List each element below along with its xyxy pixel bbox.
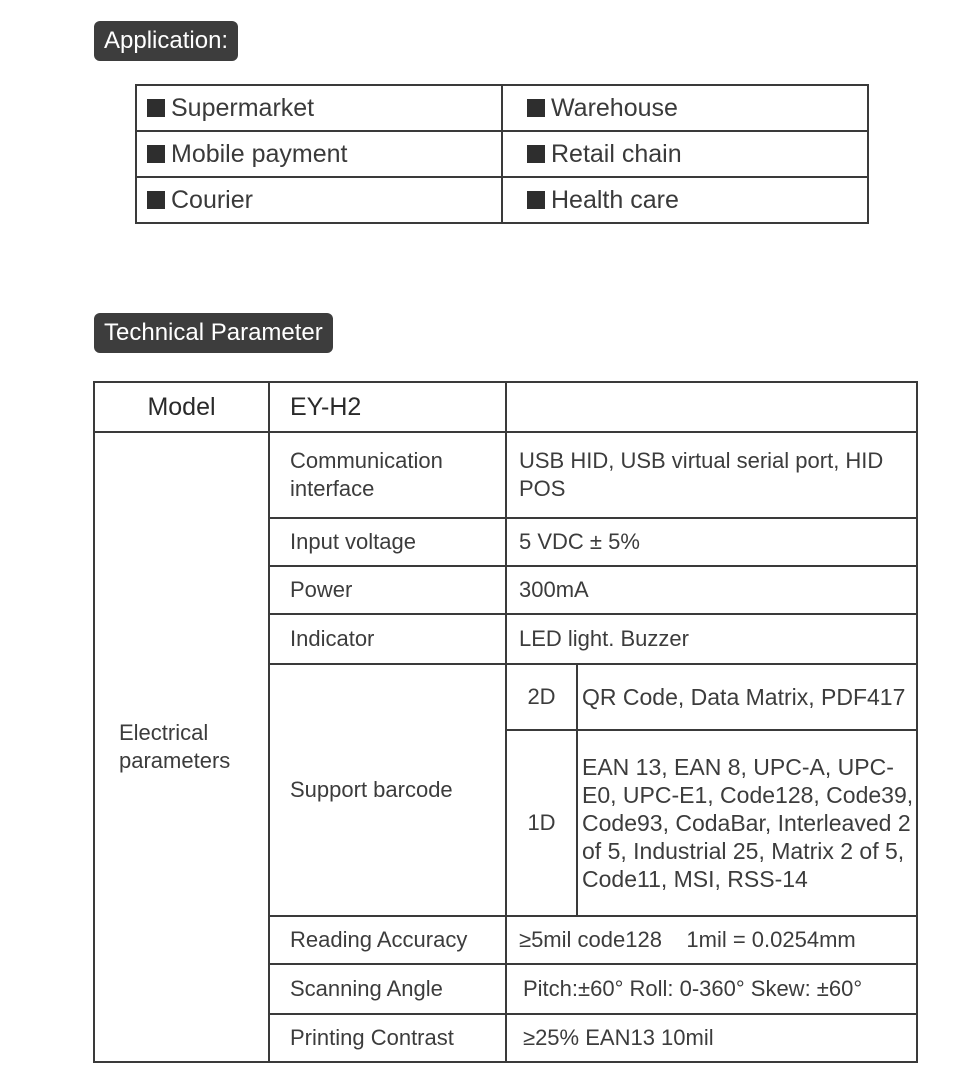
param-value: 5 VDC ± 5%: [506, 518, 917, 566]
square-bullet-icon: [147, 99, 165, 117]
param-label: Printing Contrast: [269, 1014, 506, 1062]
table-row: [136, 85, 868, 131]
param-value: 300mA: [506, 566, 917, 614]
application-heading: Application:: [94, 21, 238, 61]
param-label: Reading Accuracy: [269, 916, 506, 964]
empty-cell: [506, 382, 917, 432]
param-value: Pitch:±60° Roll: 0-360° Skew: ±60°: [506, 964, 917, 1014]
table-row: [136, 131, 868, 177]
application-item: Warehouse: [502, 85, 868, 131]
table-row: [94, 432, 917, 518]
model-value: EY-H2: [269, 382, 506, 432]
param-value: LED light. Buzzer: [506, 614, 917, 664]
param-label: Power: [269, 566, 506, 614]
application-item: Courier: [136, 177, 502, 223]
param-value: ≥25% EAN13 10mil: [506, 1014, 917, 1062]
square-bullet-icon: [147, 191, 165, 209]
technical-parameter-heading: Technical Parameter: [94, 313, 333, 353]
application-item: Retail chain: [502, 131, 868, 177]
category-label: Electrical parameters: [94, 432, 269, 1062]
param-value: USB HID, USB virtual serial port, HID POS: [506, 432, 917, 518]
square-bullet-icon: [147, 145, 165, 163]
param-label: Support barcode: [269, 664, 506, 916]
barcode-2d-value: QR Code, Data Matrix, PDF417: [577, 664, 917, 730]
square-bullet-icon: [527, 191, 545, 209]
param-value: ≥5mil code128 1mil = 0.0254mm: [506, 916, 917, 964]
param-label: Communication interface: [269, 432, 506, 518]
barcode-1d-value: EAN 13, EAN 8, UPC-A, UPC-E0, UPC-E1, Code128, Code39, Code93, CodaBar, Interleaved 2 of 5, Industrial 25, Matrix 2 of 5, Code11, MSI, RSS-14: [577, 730, 917, 916]
application-item: Supermarket: [136, 85, 502, 131]
model-label: Model: [94, 382, 269, 432]
square-bullet-icon: [527, 145, 545, 163]
table-row: [94, 382, 917, 432]
table-row: [136, 177, 868, 223]
barcode-1d-label: 1D: [506, 730, 577, 916]
application-table: [135, 84, 869, 224]
param-label: Input voltage: [269, 518, 506, 566]
application-item: Health care: [502, 177, 868, 223]
barcode-2d-label: 2D: [506, 664, 577, 730]
application-item: Mobile payment: [136, 131, 502, 177]
param-label: Indicator: [269, 614, 506, 664]
technical-parameter-table: [93, 381, 918, 1063]
param-label: Scanning Angle: [269, 964, 506, 1014]
square-bullet-icon: [527, 99, 545, 117]
